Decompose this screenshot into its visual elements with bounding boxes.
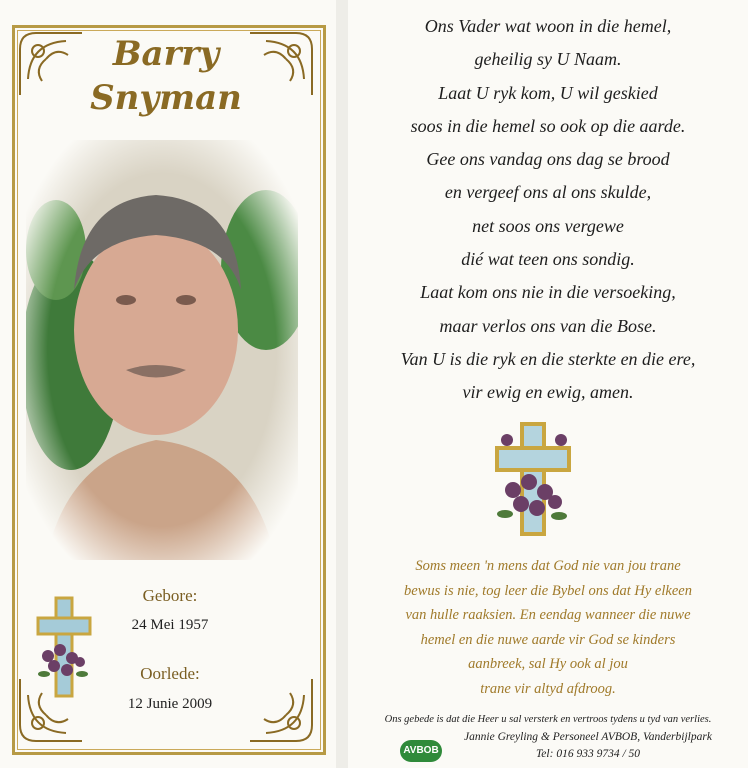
verse-line: aanbreek, sal Hy ook al jou [468,656,628,672]
verse-line: Soms meen 'n mens dat God nie van jou trane [415,558,681,574]
verse-line: van hulle raaksien. En eendag wanneer die nuwe [405,607,691,623]
died-label: Oorlede: [140,664,200,683]
born-date: 24 Mei 1957 [131,617,209,633]
memorial-card-back [348,0,748,768]
prayer-line: dié wat teen ons sondig. [461,249,635,270]
portrait-photo [26,140,298,560]
deceased-last-name: Snyman [90,78,242,118]
deceased-first-name: Barry [112,34,220,74]
prayer-line: Ons Vader wat woon in die hemel, [424,16,672,36]
prayer-line: vir ewig en ewig, amen. [462,382,634,403]
bible-verse [358,554,738,701]
prayer-line: Gee ons vandag ons dag se brood [426,149,670,170]
verse-line: trane vir altyd afdroog. [480,680,616,697]
footer-telephone: Tel: 016 933 9734 / 50 [535,748,641,760]
prayer-line: Laat U ryk kom, U wil geskied [438,82,658,103]
footer-sender: Jannie Greyling & Personeel AVBOB, Vanderbijlpark [464,731,712,743]
memorial-card-front [0,0,336,768]
verse-line: bewus is nie, tog leer die Bybel ons dat Hy elkeen [404,582,692,599]
prayer-line: maar verlos ons van die Bose. [439,315,657,336]
born-label: Gebore: [142,586,198,605]
died-date: 12 Junie 2009 [127,696,213,712]
prayer-line: geheilig sy U Naam. [474,49,622,70]
lords-prayer [348,10,748,410]
prayer-line: net soos ons vergewe [472,215,624,236]
footer-condolence-note: Ons gebede is dat die Heer u sal versterk en vertroos tydens u tyd van verlies. [384,714,712,725]
floral-cross-icon [34,596,94,700]
prayer-line: Van U is die ryk en die sterkte en die ere, [400,348,696,369]
floral-cross-icon [493,420,573,540]
prayer-line: soos in die hemel so ook op die aarde. [410,115,686,136]
prayer-line: Laat kom ons nie in die versoeking, [420,282,676,303]
corner-ornament-icon [246,675,316,745]
prayer-line: en vergeef ons al ons skulde, [444,182,652,203]
avbob-logo: AVBOB [400,740,442,762]
verse-line: hemel en die nuwe aarde vir God se kinders [420,631,676,648]
